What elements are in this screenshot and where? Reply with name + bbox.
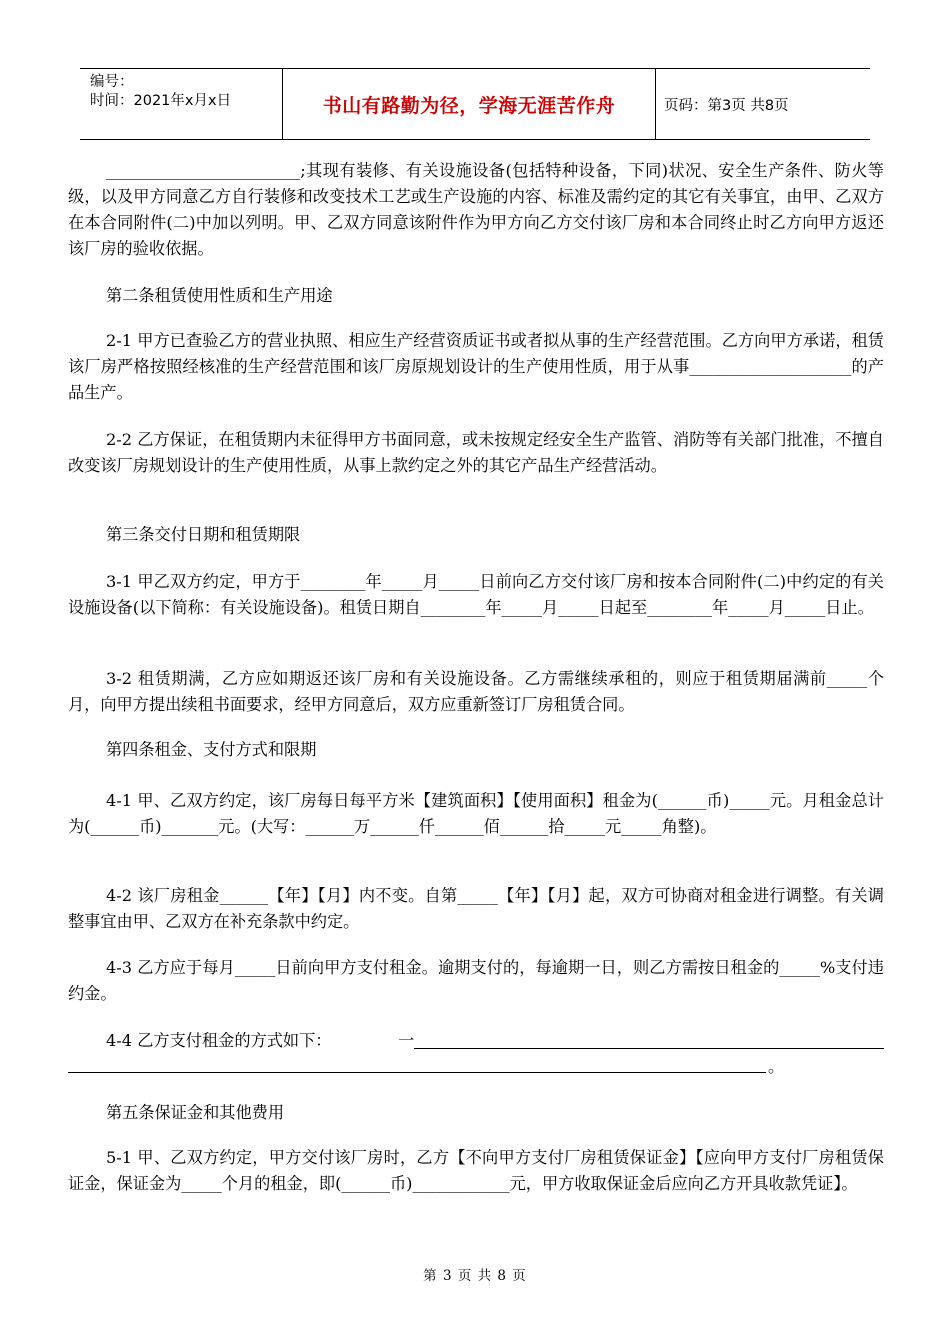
paragraph-4-4-dash: 一 [398,1031,415,1050]
page-header [80,68,870,140]
payment-method-blank-1 [414,1048,884,1049]
paragraph-3-2: 3-2 租赁期满，乙方应如期返还该厂房和有关设施设备。乙方需继续承租的，则应于租赁期届满前_____个月，向甲方提出续租书面要求，经甲方同意后，双方应重新签订厂房租赁合同。 [68,669,884,714]
paragraph-2-2: 2-2 乙方保证，在租赁期内未征得甲方书面同意，或未按规定经安全生产监管、消防等有关部门批准，不擅自改变该厂房规划设计的生产使用性质，从事上款约定之外的其它产品生产经营活动。 [68,430,884,475]
paragraph-3-1: 3-1 甲乙双方约定，甲方于________年_____月_____日前向乙方交付该厂房和按本合同附件(二)中约定的有关设施设备(以下简称：有关设施设备)。租赁日期自________年_____月_____日起至________年_____月_____日止。 [68,572,884,617]
time-label: 时间：2021年x月x日 [90,93,232,109]
header-motto-cell [283,69,656,139]
section-heading-2: 第二条租赁使用性质和生产用途 [106,286,333,305]
paragraph-4-3: 4-3 乙方应于每月_____日前向甲方支付租金。逾期支付的，每逾期一日，则乙方需按日租金的_____%支付违约金。 [68,958,884,1003]
page-footer: 第 3 页 共 8 页 [423,1268,527,1284]
paragraph-4-4-line1 [68,1028,884,1054]
section-heading-3: 第三条交付日期和租赁期限 [106,525,301,544]
paragraph-intro: ________________________;其现有装修、有关设施设备(包括特种设备，下同)状况、安全生产条件、防火等级，以及甲方同意乙方自行装修和改变技术工艺或生产设施的内容、标准及需约定的其它有关事宜，由甲、乙双方在本合同附件(二)中加以列明。甲、乙双方同意该附件作为甲方向乙方交付该厂房和本合同终止时乙方向甲方返还该厂房的验收依据。 [68,161,884,258]
motto-text: 书山有路勤为径，学海无涯苦作舟 [322,94,616,117]
section-heading-5: 第五条保证金和其他费用 [106,1103,285,1122]
paragraph-4-4-line2 [68,1054,884,1080]
serial-number-label: 编号： [90,74,134,90]
header-meta-cell [80,69,283,139]
paragraph-5-1: 5-1 甲、乙双方约定，甲方交付该厂房时，乙方【不向甲方支付厂房租赁保证金】【应向甲方支付厂房租赁保证金，保证金为_____个月的租金，即(______币)____________元，甲方收取保证金后应向乙方开具收款凭证】。 [68,1148,884,1193]
paragraph-4-4-end: 。 [768,1057,785,1076]
payment-method-blank-2 [68,1072,766,1073]
paragraph-4-2: 4-2 该厂房租金______【年】【月】内不变。自第_____【年】【月】起，双方可协商对租金进行调整。有关调整事宜由甲、乙双方在补充条款中约定。 [68,886,884,931]
paragraph-4-1: 4-1 甲、乙双方约定，该厂房每日每平方米【建筑面积】【使用面积】租金为(______币)_____元。月租金总计为(______币)_______元。(大写：______万______仟______佰______拾_____元_____角整)。 [68,791,884,836]
paragraph-4-4-label: 4-4 乙方支付租金的方式如下： [106,1031,332,1050]
paragraph-2-1: 2-1 甲方已查验乙方的营业执照、相应生产经营资质证书或者拟从事的生产经营范围。乙方向甲方承诺，租赁该厂房严格按照经核准的生产经营范围和该厂房原规划设计的生产使用性质，用于从事____________________的产品生产。 [68,331,884,402]
page-number-label: 页码：第3页 共8页 [664,97,789,114]
header-page-cell [664,69,789,139]
section-heading-4: 第四条租金、支付方式和限期 [106,740,317,759]
